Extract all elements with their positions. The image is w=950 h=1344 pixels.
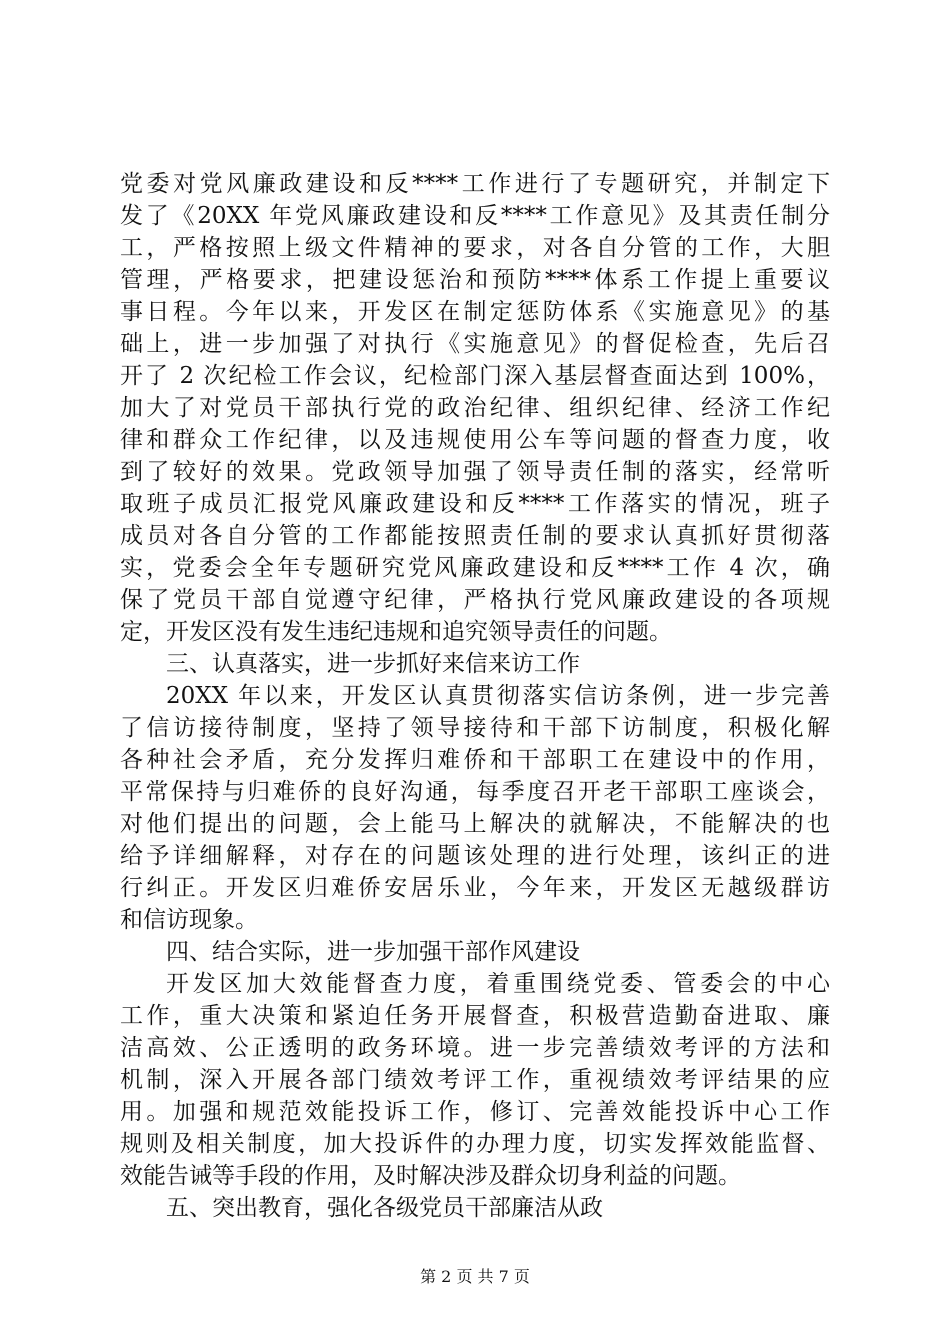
text-line: 效能告诫等手段的作用，及时解决涉及群众切身利益的问题。 (120, 1163, 741, 1189)
text-line: 工，严格按照上级文件精神的要求，对各自分管的工作，大胆 (120, 235, 830, 261)
text-line: 了信访接待制度，坚持了领导接待和干部下访制度，积极化解 (120, 715, 830, 741)
text-line: 律和群众工作纪律，以及违规使用公车等问题的督查力度，收 (120, 427, 830, 453)
text-line: 洁高效、公正透明的政务环境。进一步完善绩效考评的方法和 (120, 1035, 830, 1061)
text-line: 到了较好的效果。党政领导加强了领导责任制的落实，经常听 (120, 459, 830, 485)
text-line: 机制，深入开展各部门绩效考评工作，重视绩效考评结果的应 (120, 1067, 830, 1093)
page-number-footer: 第 2 页 共 7 页 (420, 1267, 530, 1286)
text-line: 实，党委会全年专题研究党风廉政建设和反****工作 4 次，确 (120, 555, 830, 581)
text-line: 党委对党风廉政建设和反****工作进行了专题研究，并制定下 (120, 171, 830, 197)
text-line: 各种社会矛盾，充分发挥归难侨和干部职工在建设中的作用， (120, 747, 830, 773)
text-line: 事日程。今年以来，开发区在制定惩防体系《实施意见》的基 (120, 299, 830, 325)
text-line: 工作，重大决策和紧迫任务开展督查，积极营造勤奋进取、廉 (120, 1003, 830, 1029)
text-line: 行纠正。开发区归难侨安居乐业，今年来，开发区无越级群访 (120, 875, 830, 901)
section-heading: 五、突出教育，强化各级党员干部廉洁从政 (166, 1195, 603, 1221)
text-line: 规则及相关制度，加大投诉件的办理力度，切实发挥效能监督、 (120, 1131, 830, 1157)
text-line: 成员对各自分管的工作都能按照责任制的要求认真抓好贯彻落 (120, 523, 830, 549)
section-heading: 三、认真落实，进一步抓好来信来访工作 (166, 651, 580, 677)
text-line: 发了《20XX 年党风廉政建设和反****工作意见》及其责任制分 (120, 203, 830, 229)
text-line: 管理，严格要求，把建设惩治和预防****体系工作提上重要议 (120, 267, 830, 293)
text-line: 给予详细解释，对存在的问题该处理的进行处理，该纠正的进 (120, 843, 830, 869)
text-line: 平常保持与归难侨的良好沟通，每季度召开老干部职工座谈会， (120, 779, 830, 805)
text-line: 加大了对党员干部执行党的政治纪律、组织纪律、经济工作纪 (120, 395, 830, 421)
text-line: 开了 2 次纪检工作会议，纪检部门深入基层督查面达到 100%， (120, 363, 830, 389)
text-line: 开发区加大效能督查力度，着重围绕党委、管委会的中心 (166, 971, 830, 997)
text-line: 用。加强和规范效能投诉工作，修订、完善效能投诉中心工作 (120, 1099, 830, 1125)
text-line: 对他们提出的问题，会上能马上解决的就解决，不能解决的也 (120, 811, 830, 837)
text-line: 保了党员干部自觉遵守纪律，严格执行党风廉政建设的各项规 (120, 587, 830, 613)
document-body (120, 168, 830, 1224)
text-line: 取班子成员汇报党风廉政建设和反****工作落实的情况，班子 (120, 491, 830, 517)
section-heading: 四、结合实际，进一步加强干部作风建设 (166, 939, 580, 965)
text-line: 础上，进一步加强了对执行《实施意见》的督促检查，先后召 (120, 331, 830, 357)
text-line: 和信访现象。 (120, 907, 258, 933)
text-line: 20XX 年以来，开发区认真贯彻落实信访条例，进一步完善 (166, 683, 830, 709)
text-line: 定，开发区没有发生违纪违规和追究领导责任的问题。 (120, 619, 672, 645)
